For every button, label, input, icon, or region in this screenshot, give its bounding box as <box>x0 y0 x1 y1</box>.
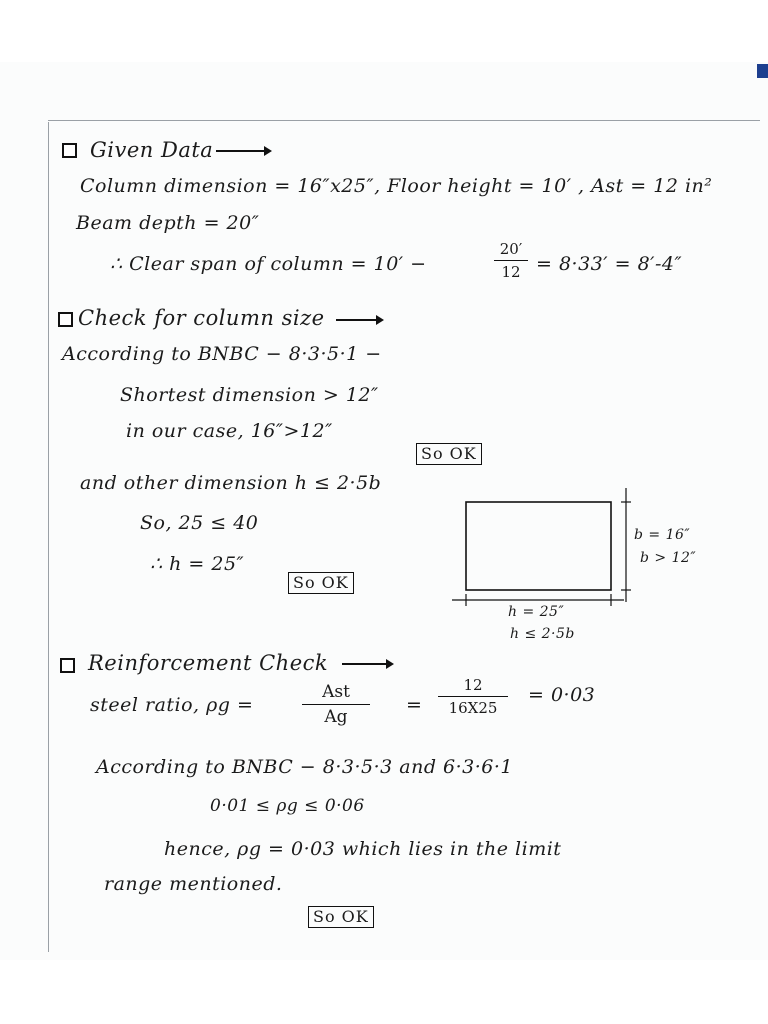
given-data-heading: Given Data <box>90 138 214 162</box>
shortest-dimension-text: Shortest dimension > 12″ <box>120 384 379 406</box>
b-dimension-label: b = 16″ <box>634 527 691 543</box>
reinforcement-heading: Reinforcement Check <box>88 651 329 675</box>
ok-box: So OK <box>308 906 374 928</box>
clear-span-fraction-denominator: 12 <box>501 263 521 281</box>
steel-ratio-denominator: Ag <box>324 707 348 727</box>
other-dimension-text: and other dimension h ≤ 2·5b <box>80 472 382 494</box>
fraction-bar <box>494 260 528 261</box>
top-rule-line <box>48 120 760 121</box>
checkbox-icon <box>60 658 75 673</box>
clear-span-text: ∴ Clear span of column = 10′ − <box>110 253 427 275</box>
arrow-right-icon <box>342 659 394 669</box>
ok-box: So OK <box>416 443 482 465</box>
steel-ratio-range: 0·01 ≤ ρg ≤ 0·06 <box>210 796 365 816</box>
clear-span-fraction <box>494 240 528 281</box>
fraction-bar <box>438 696 508 697</box>
margin-rule-line <box>48 122 49 952</box>
ok-box: So OK <box>288 572 354 594</box>
so-comparison-text: So, 25 ≤ 40 <box>140 512 259 534</box>
arrow-right-icon <box>216 146 272 156</box>
range-mentioned-text: range mentioned. <box>104 873 283 895</box>
given-line-1: Column dimension = 16″x25″, Floor height = 10′ , Ast = 12 in² <box>80 175 713 197</box>
clear-span-fraction-numerator: 20′ <box>499 240 523 258</box>
column-section-diagram <box>452 488 632 618</box>
h-condition-label: h ≤ 2·5b <box>510 626 575 642</box>
checkbox-icon <box>58 312 73 327</box>
hence-text: hence, ρg = 0·03 which lies in the limit <box>164 838 562 860</box>
h-value-text: ∴ h = 25″ <box>150 553 245 575</box>
steel-ratio-value-fraction <box>438 676 508 717</box>
arrow-right-icon <box>336 315 384 325</box>
steel-ratio-numerator: Ast <box>322 682 350 702</box>
gross-area-value: 16X25 <box>448 699 498 717</box>
h-dimension-label: h = 25″ <box>508 604 565 620</box>
steel-ratio-result: = 0·03 <box>528 684 596 706</box>
fraction-bar <box>302 704 370 705</box>
steel-ratio-fraction <box>302 682 370 727</box>
steel-area-value: 12 <box>463 676 483 694</box>
bnbc-reinforcement-reference: According to BNBC − 8·3·5·3 and 6·3·6·1 <box>96 756 514 778</box>
checkbox-icon <box>62 143 77 158</box>
page-corner-mark <box>757 64 768 78</box>
our-case-text: in our case, 16″>12″ <box>126 420 333 442</box>
given-line-2: Beam depth = 20″ <box>76 212 260 234</box>
bnbc-reference: According to BNBC − 8·3·5·1 − <box>62 343 382 365</box>
equals-sign: = <box>406 694 423 716</box>
b-condition-label: b > 12″ <box>640 550 697 566</box>
steel-ratio-label: steel ratio, ρg = <box>90 694 254 716</box>
clear-span-result: = 8·33′ = 8′-4″ <box>536 253 683 275</box>
column-size-heading: Check for column size <box>78 306 325 330</box>
